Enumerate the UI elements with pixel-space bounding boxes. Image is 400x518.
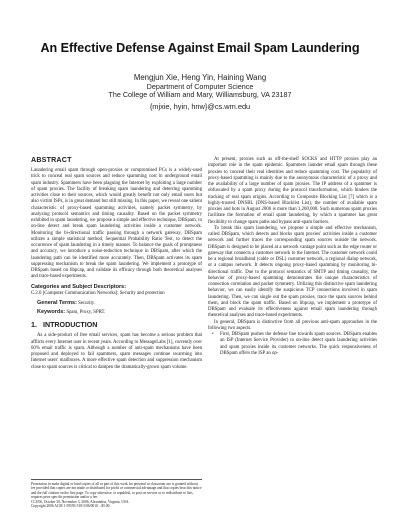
intro-paragraph-1: As a side-product of free email services, spam has become a serious problem that afflicts every Internet user in recent years. According to MessageLabs [1], currently over 60% email traffic is spam. Although a number of anti-spam mechanisms have been proposed and deployed to fail spammers, spam messages continue swarming into Internet users' mailboxes. A more effective spam detection and suppression mechanism close to spam sources is critical to dampen the dramatically-grown spam volume. bbox=[31, 333, 202, 370]
intro-title: INTRODUCTION bbox=[43, 321, 98, 330]
permission-text: Permission to make digital or hard copies of all or part of this work for personal or classroom use is granted without fee provided that copies are not made or distributed for profit or commercial advantage and that copies bear this notice and the full citation on the first page. To copy otherwise, to republish, to post on servers or to redistribute to lists, requires prior specific permission and/or a fee. bbox=[31, 482, 202, 500]
right-column bbox=[208, 157, 377, 357]
paper-title: An Effective Defense Against Email Spam Laundering bbox=[40, 41, 360, 55]
intro-bullet-1 bbox=[208, 332, 377, 357]
keywords-heading: Keywords: bbox=[37, 309, 66, 315]
bullet-icon: • bbox=[212, 332, 214, 337]
abstract-heading: ABSTRACT bbox=[31, 156, 72, 164]
intro-paragraph-4: In general, DBSpam is distinctive from all previous anti-spam approaches in the following two aspects. bbox=[208, 319, 377, 331]
permission-notice bbox=[31, 479, 202, 509]
permission-venue: CCS'06, October 30–November 3, 2006, Alexandria, Virginia, USA. bbox=[31, 499, 130, 504]
intro-bullet-1-text: First, DBSpam pushes the defense line towards spam sources. DBSpam enables an ISP (Internet Service Provider) to on-line detect spam laundering activities and spam proxies inside its customer networks. The quick responsiveness of DBSpam offers the ISP an op- bbox=[220, 332, 377, 356]
intro-paragraph-3: To break this spam laundering, we propose a simple and effective mechanism, called DBSpam, which detects and blocks spam proxies' activities inside a customer network and further traces the corresponding spam sources outside the network. DBSpam is designed to be placed at a network vantage point such as the edge router or gateway that connects a customer network to the Internet. The customer network could be a regional broadband (cable or DSL) customer network, a regional dialup network, or a campus network. It detects ongoing proxy-based spamming by monitoring bi-directional traffic. Due to the protocol semantics of SMTP and timing causality, the behavior of proxy-based spamming demonstrates the unique characteristics of connection correlation and packet symmetry. Utilizing this distinctive spam laundering behavior, we can easily identify the suspicious TCP connections involved in spam laundering. Then, we can single out the spam proxies, trace the spam sources behind them, and block the spam traffic. Based on libpcap, we implement a prototype of DBSpam and evaluate its effectiveness against email spam laundering through theoretical analyses and trace-based experiments. bbox=[208, 225, 377, 319]
author-email: {mjxie, hyin, hnw}@cs.wm.edu bbox=[149, 102, 251, 111]
intro-number: 1. bbox=[31, 321, 37, 330]
general-terms-text: Security. bbox=[78, 300, 96, 306]
keywords-text: Spam, Proxy, SPRT. bbox=[66, 310, 106, 315]
author-institution: The College of William and Mary, Williamsburg, VA 23187 bbox=[108, 90, 292, 99]
categories-text: C.2.0 [Computer Communication Networks]: Security and protection bbox=[31, 290, 165, 296]
left-column bbox=[31, 156, 202, 371]
author-names: Mengjun Xie, Heng Yin, Haining Wang bbox=[133, 73, 267, 82]
intro-heading bbox=[31, 321, 202, 330]
author-block bbox=[0, 73, 400, 111]
general-terms bbox=[31, 300, 202, 307]
permission-copyright: Copyright 2006 ACM 1-59593-518-5/06/0010 ...$5.00. bbox=[31, 504, 111, 509]
abstract-text: Laundering email spam through open-proxies or compromised PCs is a widely-used trick to conceal real spam sources and reduce spamming cost in underground email spam industry. Spammers have been plaguing the Internet by exploiting a large number of spam proxies. The facility of breaking spam laundering and deterring spamming activities close to their sources, which would greatly benefit not only email users but also victim ISPs, is in great demand but still missing. In this paper, we reveal one salient characteristic of proxy-based spamming activities, namely packet symmetry, by analyzing protocol semantics and timing causality. Based on the packet symmetry exhibited in spam laundering, we propose a simple and effective technique, DBSpam, to on-line detect and break spam laundering activities inside a customer network. Monitoring the bi-directional traffic passing through a network gateway, DBSpam utilizes a simple statistical method, Sequential Probability Ratio Test, to detect the occurrence of spam laundering in a timely manner. To balance the goals of promptness and accuracy, we introduce a noise-reduction technique in DBSpam, after which the laundering path can be identified more accurately. Then, DBSpam activates its spam suppressing mechanism to break the spam laundering. We implement a prototype of DBSpam based on libpcap, and validate its efficacy through both theoretical analyses and trace-based experiments. bbox=[31, 168, 202, 280]
author-department: Department of Computer Science bbox=[146, 82, 254, 91]
general-terms-heading: General Terms: bbox=[37, 299, 77, 306]
intro-paragraph-2: At present, proxies such as off-the-shelf SOCKS and HTTP proxies play an important role in the spam epidemic. Spammers launder email spam through these proxies to conceal their real identities and reduce spamming cost. The popularity of proxy-based spamming is mainly due to the anonymous characteristic of a proxy and the availability of a large number of spam proxies. The IP address of a spammer is obfuscated by a spam proxy during the protocol transformation, which hinders the tracking of real spam origins. According to Composite Blocking List [7] which is a highly-trusted DNSBL (DNS-based Blacklist List), the number of available spam proxies and bots in August 2006 is more than 1,200,000. Such numerous spam proxies facilitate the formation of email spam laundering, by which a spammer has great flexibility to change spam paths and bypass anti-spam barriers. bbox=[208, 157, 377, 225]
keywords bbox=[31, 309, 202, 316]
categories-heading: Categories and Subject Descriptors: bbox=[31, 283, 127, 290]
